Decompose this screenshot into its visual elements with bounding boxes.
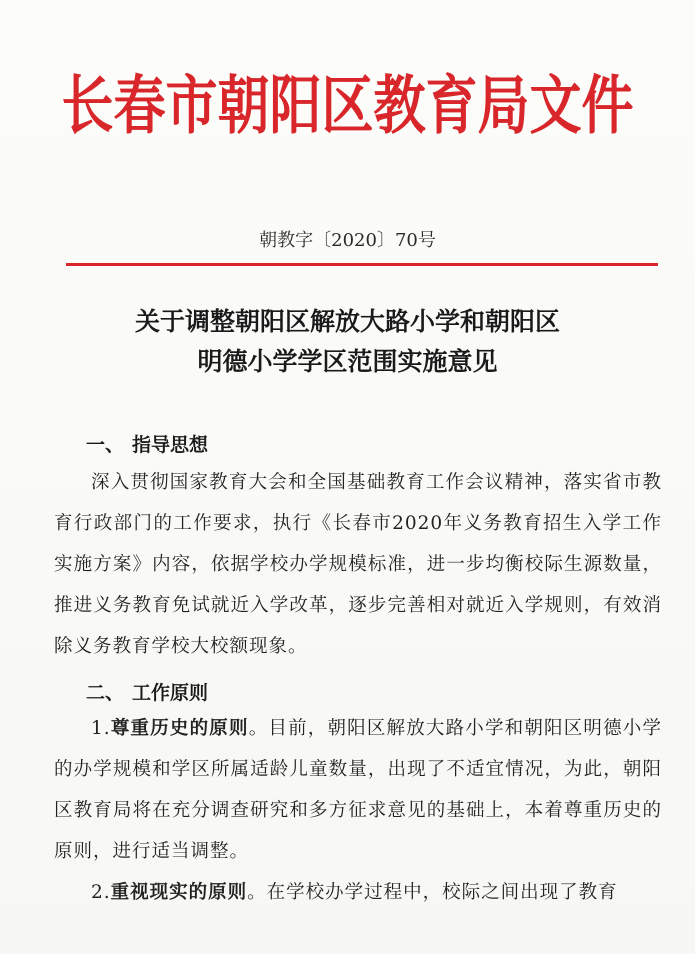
paragraph-principle-1	[54, 708, 662, 872]
document-number: 朝教字〔2020〕70号	[259, 230, 436, 251]
principle-number: 1.	[91, 718, 111, 739]
section-title: 指导思想	[132, 434, 209, 456]
issuing-authority-header: 长春市朝阳区教育局文件	[61, 70, 634, 144]
principle-number: 2.	[91, 882, 111, 903]
paragraph-principle-2	[54, 872, 662, 913]
paragraph-guiding-thought: 深入贯彻国家教育大会和全国基础教育工作会议精神，落实省市教育行政部门的工作要求，执行《长春市2020年义务教育招生入学工作实施方案》内容，依据学校办学规模标准，进一步均衡校际生源数量，推进义务教育免试就近入学改革，逐步完善相对就近入学规则，有效消除义务教育学校大校额现象。	[54, 472, 662, 657]
section-heading-guiding-thought	[86, 430, 208, 457]
section-number: 一、	[86, 434, 125, 456]
document-title-line-1: 关于调整朝阳区解放大路小学和朝阳区	[134, 307, 560, 336]
document-title	[0, 302, 695, 382]
principle-title: 重视现实的原则	[110, 882, 248, 903]
principle-text: 。目前，朝阳区解放大路小学和朝阳区明德小学的办学规模和学区所属适龄儿童数量，出现了不适宜情况，为此，朝阳区教育局将在充分调查研究和多方征求意见的基础上，本着尊重历史的原则，进行适当调整。	[54, 718, 662, 862]
section-heading-work-principles	[86, 678, 208, 705]
principle-title: 尊重历史的原则	[110, 718, 249, 739]
red-divider-line	[66, 263, 658, 266]
principle-text: 。在学校办学过程中，校际之间出现了教育	[247, 882, 618, 903]
section-title: 工作原则	[132, 682, 209, 704]
section-number: 二、	[86, 682, 125, 704]
document-title-line-2: 明德小学学区范围实施意见	[197, 347, 498, 376]
